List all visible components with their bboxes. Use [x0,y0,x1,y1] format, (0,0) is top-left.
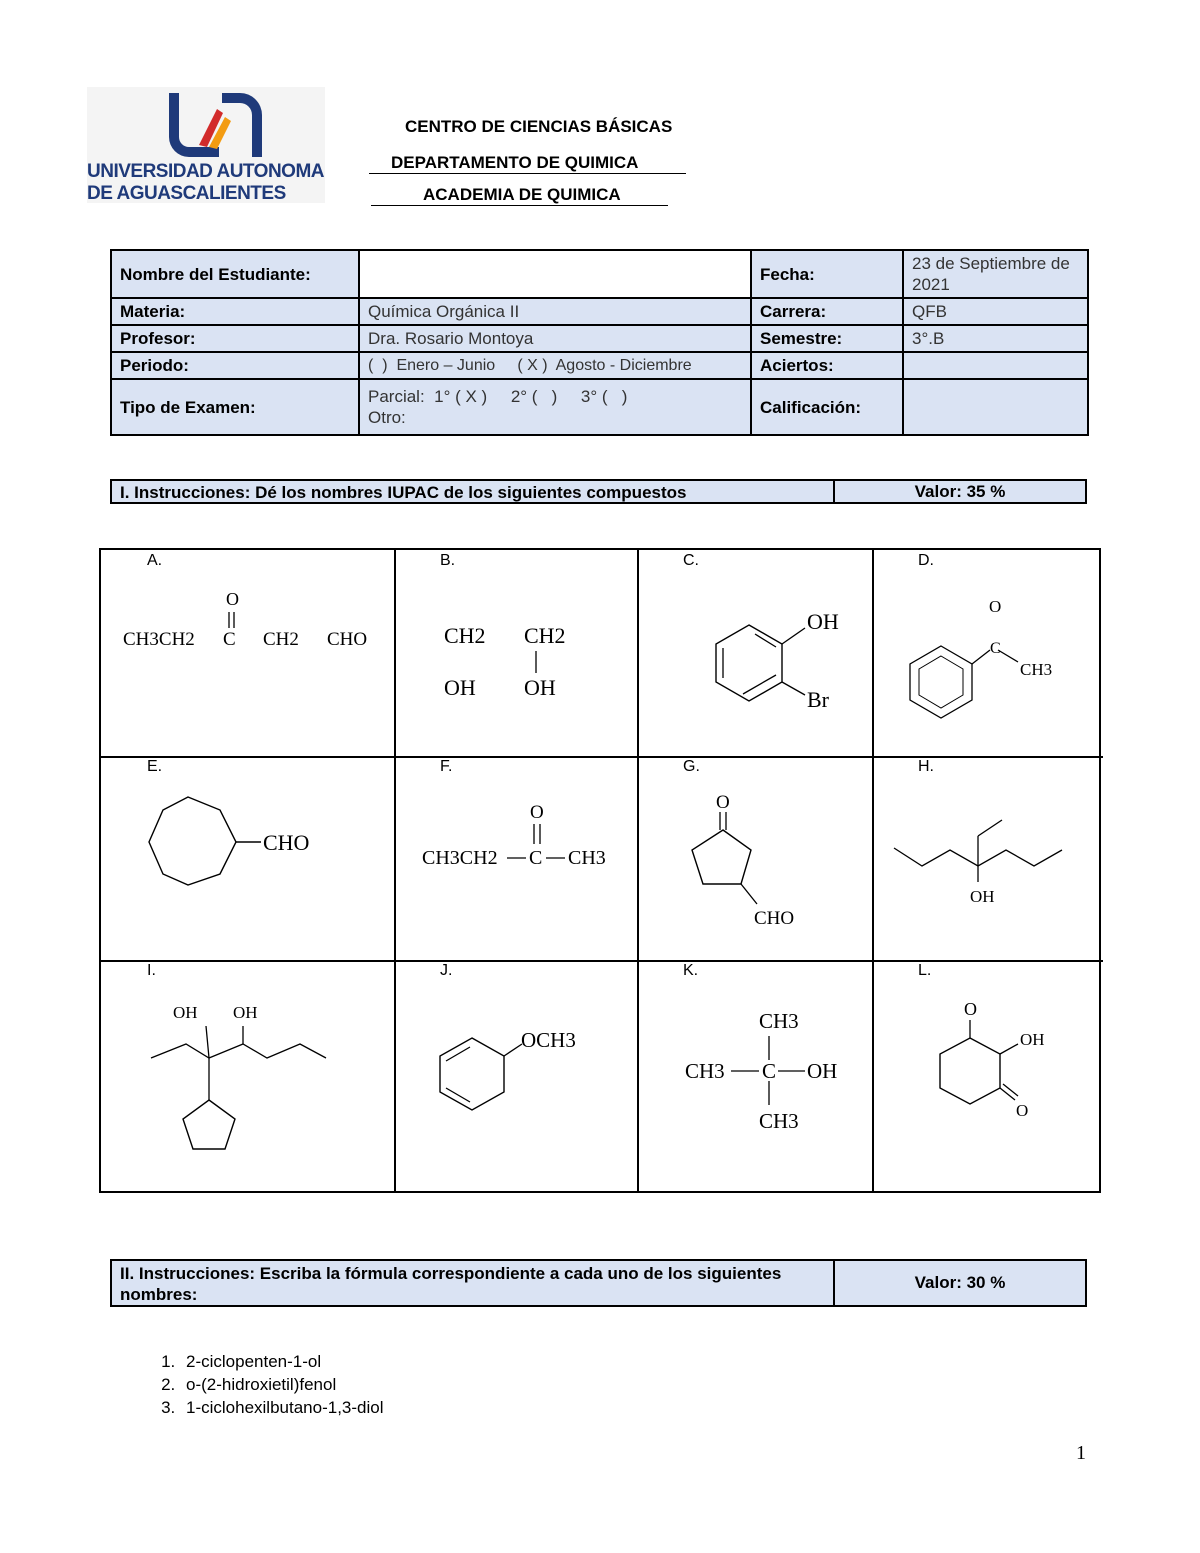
compound-e-structure [101,756,394,960]
exam-type-line-2: Otro: [368,408,406,427]
compound-label: E. [147,758,163,775]
compound-label: G. [683,758,700,775]
f-left: CH3CH2 [422,847,498,869]
d-ch3: CH3 [1020,660,1053,679]
compound-label: L. [918,962,932,979]
center-title: CENTRO DE CIENCIAS BÁSICAS [405,117,673,136]
b-ch2-a: CH2 [444,623,486,648]
i-oh-b: OH [233,1003,258,1022]
k-top: CH3 [759,1009,799,1033]
career-value: QFB [903,298,1088,325]
l-oh: OH [1020,1030,1045,1049]
compound-g-structure [637,756,872,960]
compound-a-structure [101,550,394,756]
exam-type-line-1: Parcial: 1° ( X ) 2° ( ) 3° ( ) [368,387,628,406]
compound-label: D. [918,552,934,569]
compound-cell-d [872,550,1103,758]
l-o2: O [1016,1101,1029,1120]
a-o: O [226,589,239,609]
academy-title [371,185,668,206]
university-logo [87,87,325,203]
h-oh: OH [970,887,995,906]
list-item: 1. 2-ciclopenten-1-ol [180,1350,384,1373]
compound-cell-h [872,756,1103,962]
hits-field[interactable] [903,352,1088,379]
k-c: C [762,1059,777,1083]
a-c: C [223,629,236,650]
section-1-title: I. Instrucciones: Dé los nombres IUPAC de los siguientes compuestos [112,481,835,502]
compound-cell-g [637,756,874,962]
b-oh-a: OH [444,675,476,700]
f-c: C [529,847,543,869]
subject-label: Materia: [111,298,359,325]
subject-value: Química Orgánica II [359,298,751,325]
compound-cell-k [637,960,874,1193]
c-oh: OH [807,609,839,634]
compound-label: F. [440,758,453,775]
g-cho: CHO [754,908,795,929]
d-c: C [990,640,1001,657]
compound-cell-c [637,550,874,758]
k-bottom: CH3 [759,1109,799,1133]
compound-f-structure [394,756,637,960]
exam-type-label: Tipo de Examen: [111,379,359,435]
academy-text: ACADEMIA DE QUIMICA [423,185,621,204]
compound-label: B. [440,552,456,569]
b-ch2-b: CH2 [524,623,566,648]
a-ch2: CH2 [263,629,299,650]
b-oh-b: OH [524,675,556,700]
compound-j-structure [394,960,637,1191]
k-oh: OH [807,1059,838,1083]
compound-label: I. [147,962,156,979]
compound-cell-b [394,550,639,758]
grade-field[interactable] [903,379,1088,435]
compound-h-structure [872,756,1101,960]
page-number: 1 [1076,1442,1086,1464]
compound-k-structure [637,960,872,1191]
semester-value: 3°.B [903,325,1088,352]
f-o: O [530,802,544,823]
section-2-instructions [110,1259,1087,1307]
compound-cell-a [101,550,396,758]
compound-grid [99,548,1101,1193]
compound-cell-f [394,756,639,962]
compound-l-structure [872,960,1101,1191]
d-o: O [989,597,1002,616]
compound-cell-j [394,960,639,1193]
professor-value: Dra. Rosario Montoya [359,325,751,352]
compound-label: J. [440,962,453,979]
j-och3: OCH3 [521,1028,576,1052]
compound-cell-l [872,960,1103,1193]
department-title [369,153,686,174]
i-oh-a: OH [173,1003,198,1022]
exam-type-value [359,379,751,435]
semester-label: Semestre: [751,325,903,352]
list-item: 2. o-(2-hidroxietil)fenol [180,1373,384,1396]
f-right: CH3 [568,847,606,869]
student-info-table [110,249,1089,436]
c-br: Br [807,687,829,712]
list-item: 3. 1-ciclohexilbutano-1,3-diol [180,1396,384,1419]
date-label: Fecha: [751,250,903,298]
period-label: Periodo: [111,352,359,379]
compound-label: H. [918,758,934,775]
compound-cell-e [101,756,396,962]
section-1-value: Valor: 35 % [914,481,1006,501]
student-field[interactable] [359,250,751,298]
student-label: Nombre del Estudiante: [111,250,359,298]
logo-line-1: UNIVERSIDAD AUTONOMA [87,161,325,182]
compound-label: K. [683,962,699,979]
compound-cell-i [101,960,396,1193]
grade-label: Calificación: [751,379,903,435]
compound-b-structure [394,550,637,756]
names-list [140,1350,384,1419]
department-text: DEPARTAMENTO DE QUIMICA [391,153,639,172]
hits-label: Aciertos: [751,352,903,379]
compound-label: A. [147,552,163,569]
period-value: ( ) Enero – Junio ( X ) Agosto - Diciembre [359,352,751,379]
g-o: O [716,792,730,813]
date-value: 23 de Septiembre de 2021 [903,250,1088,298]
e-cho: CHO [263,830,310,855]
professor-label: Profesor: [111,325,359,352]
section-1-instructions [110,479,1087,504]
k-left: CH3 [685,1059,725,1083]
section-2-title: II. Instrucciones: Escriba la fórmula correspondiente a cada uno de los siguientes nombres: [112,1261,835,1305]
l-o1: O [964,999,977,1019]
compound-d-structure [872,550,1101,756]
a-ch3ch2: CH3CH2 [123,629,195,650]
section-2-value: Valor: 30 % [914,1273,1006,1292]
a-cho: CHO [327,629,368,650]
career-label: Carrera: [751,298,903,325]
logo-line-2: DE AGUASCALIENTES [87,183,286,204]
compound-i-structure [101,960,394,1191]
compound-label: C. [683,552,699,569]
compound-c-structure [637,550,872,756]
